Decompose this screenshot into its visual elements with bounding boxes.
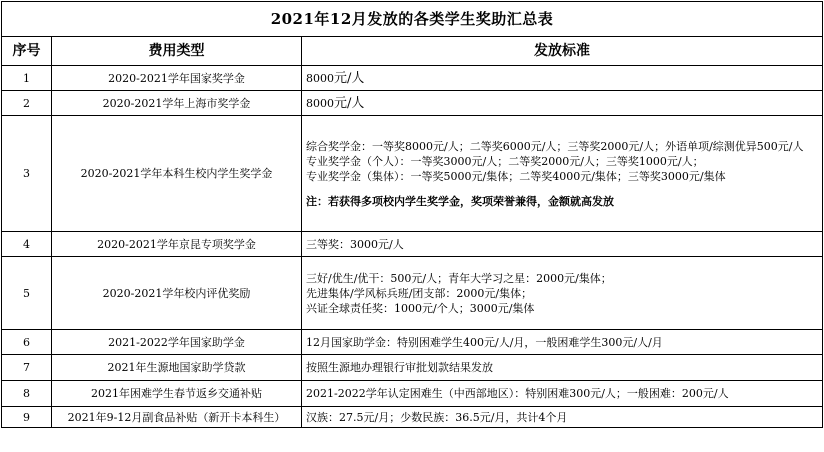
row-number: 8 (2, 381, 52, 407)
fee-type: 2021年困难学生春节返乡交通补贴 (52, 381, 302, 407)
standard-cell (302, 232, 823, 257)
row-number: 3 (2, 116, 52, 232)
fee-type: 2021-2022学年国家助学金 (52, 330, 302, 355)
standard-line: 兴证全球责任奖：1000元/个人；3000元/集体 (306, 301, 535, 315)
fee-type: 2020-2021学年国家奖学金 (52, 66, 302, 91)
standard-cell (302, 330, 823, 355)
standard-cell (302, 257, 823, 330)
title-row (2, 2, 823, 37)
standard-line: 先进集体/学风标兵班/团支部：2000元/集体； (306, 286, 533, 300)
standard-line: 12月国家助学金：特别困难学生400元/人/月，一般困难学生300元/人/月 (306, 335, 663, 349)
standard-line: 专业奖学金（集体）：一等奖5000元/集体；二等奖4000元/集体；三等奖3000元/集体 (306, 169, 726, 183)
row-number: 9 (2, 407, 52, 428)
table-row (2, 257, 823, 330)
fee-type: 2020-2021学年京昆专项奖学金 (52, 232, 302, 257)
header-type: 费用类型 (52, 37, 302, 66)
standard-cell (302, 66, 823, 91)
table-row (2, 232, 823, 257)
header-no: 序号 (2, 37, 52, 66)
award-table (1, 1, 823, 428)
amount-unit: 元/人 (334, 95, 365, 111)
table-row (2, 381, 823, 407)
standard-line: 综合奖学金：一等奖8000元/人；二等奖6000元/人；三等奖2000元/人；外语单项/综测优异500元/人 (306, 139, 804, 153)
standard-cell (302, 116, 823, 232)
standard-line: 按照生源地办理银行审批划款结果发放 (306, 361, 493, 374)
fee-type: 2020-2021学年本科生校内学生奖学金 (52, 116, 302, 232)
table-row (2, 330, 823, 355)
table-row (2, 66, 823, 91)
standard-cell (302, 381, 823, 407)
fee-type: 2020-2021学年校内评优奖励 (52, 257, 302, 330)
table-row (2, 116, 823, 232)
amount: 8000 (306, 96, 334, 110)
standard-line: 2021-2022学年认定困难生（中西部地区）：特别困难300元/人；一般困难：200元/人 (306, 387, 729, 400)
fee-type: 2020-2021学年上海市奖学金 (52, 91, 302, 116)
standard-cell (302, 355, 823, 381)
header-standard: 发放标准 (302, 37, 823, 66)
standard-cell (302, 91, 823, 116)
fee-type: 2021年9-12月副食品补贴（新开卡本科生） (52, 407, 302, 428)
fee-type: 2021年生源地国家助学贷款 (52, 355, 302, 381)
row-number: 4 (2, 232, 52, 257)
row-number: 1 (2, 66, 52, 91)
amount-unit: 元/人 (334, 70, 365, 86)
row-number: 2 (2, 91, 52, 116)
standard-line: 专业奖学金（个人）：一等奖3000元/人；二等奖2000元/人；三等奖1000元/人； (306, 154, 704, 168)
standard-note: 注：若获得多项校内学生奖学金，奖项荣誉兼得，金额就高发放 (306, 194, 614, 208)
row-number: 7 (2, 355, 52, 381)
header-row (2, 37, 823, 66)
standard-line: 三好/优生/优干：500元/人；青年大学习之星：2000元/集体； (306, 271, 612, 285)
table-row (2, 407, 823, 428)
table-row (2, 355, 823, 381)
amount: 8000 (306, 71, 334, 85)
table-row (2, 91, 823, 116)
standard-line: 三等奖：3000元/人 (306, 237, 404, 251)
standard-line: 汉族：27.5元/月；少数民族：36.5元/月，共计4个月 (306, 410, 568, 424)
standard-cell (302, 407, 823, 428)
table-title: 2021年12月发放的各类学生奖助汇总表 (2, 2, 823, 37)
row-number: 5 (2, 257, 52, 330)
row-number: 6 (2, 330, 52, 355)
